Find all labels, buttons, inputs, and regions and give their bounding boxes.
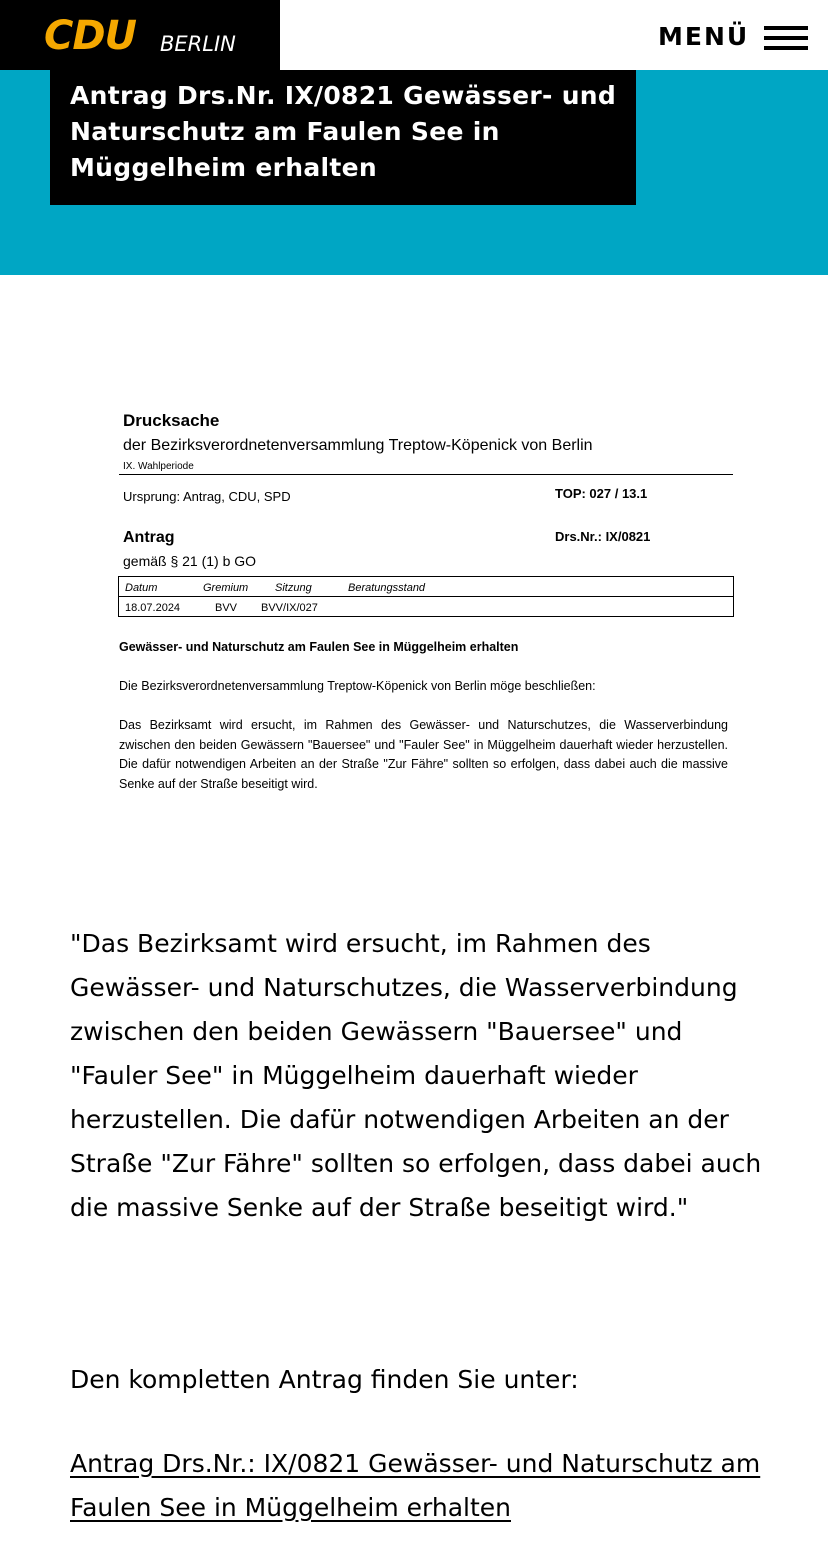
doc-title: Drucksache	[123, 411, 220, 430]
doc-drs-number: Drs.Nr.: IX/0821	[555, 529, 651, 544]
full-antrag-link[interactable]: Antrag Drs.Nr.: IX/0821 Gewässer- und Naturschutz am Faulen See in Müggelheim erhalten	[70, 1449, 761, 1522]
doc-table-divider	[119, 596, 733, 597]
doc-top-number: TOP: 027 / 13.1	[555, 486, 648, 501]
article-lead: Den kompletten Antrag finden Sie unter:	[70, 1365, 579, 1394]
doc-table-cell: 18.07.2024	[125, 602, 181, 614]
doc-body: Das Bezirksamt wird ersucht, im Rahmen des Gewässer- und Naturschutzes, die Wasserverbindung zwischen den beiden Gewässern "Bauersee" und "Fauler See" in Müggelheim dauerhaft wieder herzustellen. Die dafür notwendigen Arbeiten an der Straße "Zur Fähre" sollten so erfolgen, dass dabei auch die massive Senke auf der Straße beseitigt wird.	[119, 718, 728, 791]
menu-button[interactable]	[656, 18, 816, 58]
logo-berlin-text: BERLIN	[160, 32, 236, 56]
page-title: Antrag Drs.Nr. IX/0821 Gewässer- und Naturschutz am Faulen See in Müggelheim erhalten	[70, 81, 617, 182]
doc-table	[118, 576, 734, 617]
doc-table-header: Beratungsstand	[348, 582, 426, 594]
cdu-berlin-logo[interactable]	[0, 0, 280, 70]
doc-subtitle: der Bezirksverordnetenversammlung Treptow-Köpenick von Berlin	[123, 437, 593, 454]
hero-title-box	[50, 70, 636, 205]
doc-divider	[119, 474, 733, 475]
doc-table-cell: BVV/IX/027	[261, 602, 318, 614]
hero-banner	[0, 70, 828, 275]
logo-cdu-text: CDU	[44, 13, 137, 59]
doc-subject: Gewässer- und Naturschutz am Faulen See in Müggelheim erhalten	[119, 640, 519, 654]
doc-table-header: Gremium	[203, 582, 249, 594]
site-header	[0, 0, 828, 70]
doc-period: IX. Wahlperiode	[123, 461, 194, 472]
article-quote: "Das Bezirksamt wird ersucht, im Rahmen des Gewässer- und Naturschutzes, die Wasserverbindung zwischen den beiden Gewässern "Bauersee" und "Fauler See" in Müggelheim dauerhaft wieder herzustellen. Die dafür notwendigen Arbeiten an der Straße "Zur Fähre" sollten so erfolgen, dass dabei auch die massive Senke auf der Straße beseitigt wird."	[70, 929, 762, 1222]
doc-intro: Die Bezirksverordnetenversammlung Treptow-Köpenick von Berlin möge beschließen:	[119, 679, 596, 693]
doc-table-header: Datum	[125, 582, 158, 594]
hamburger-icon	[764, 26, 808, 50]
menu-label: MENÜ	[658, 22, 750, 51]
doc-basis: gemäß § 21 (1) b GO	[123, 553, 257, 569]
doc-table-cell: BVV	[215, 602, 238, 614]
doc-type: Antrag	[123, 529, 175, 546]
doc-table-header: Sitzung	[275, 582, 312, 594]
document-image	[110, 400, 740, 800]
doc-origin: Ursprung: Antrag, CDU, SPD	[123, 489, 291, 504]
